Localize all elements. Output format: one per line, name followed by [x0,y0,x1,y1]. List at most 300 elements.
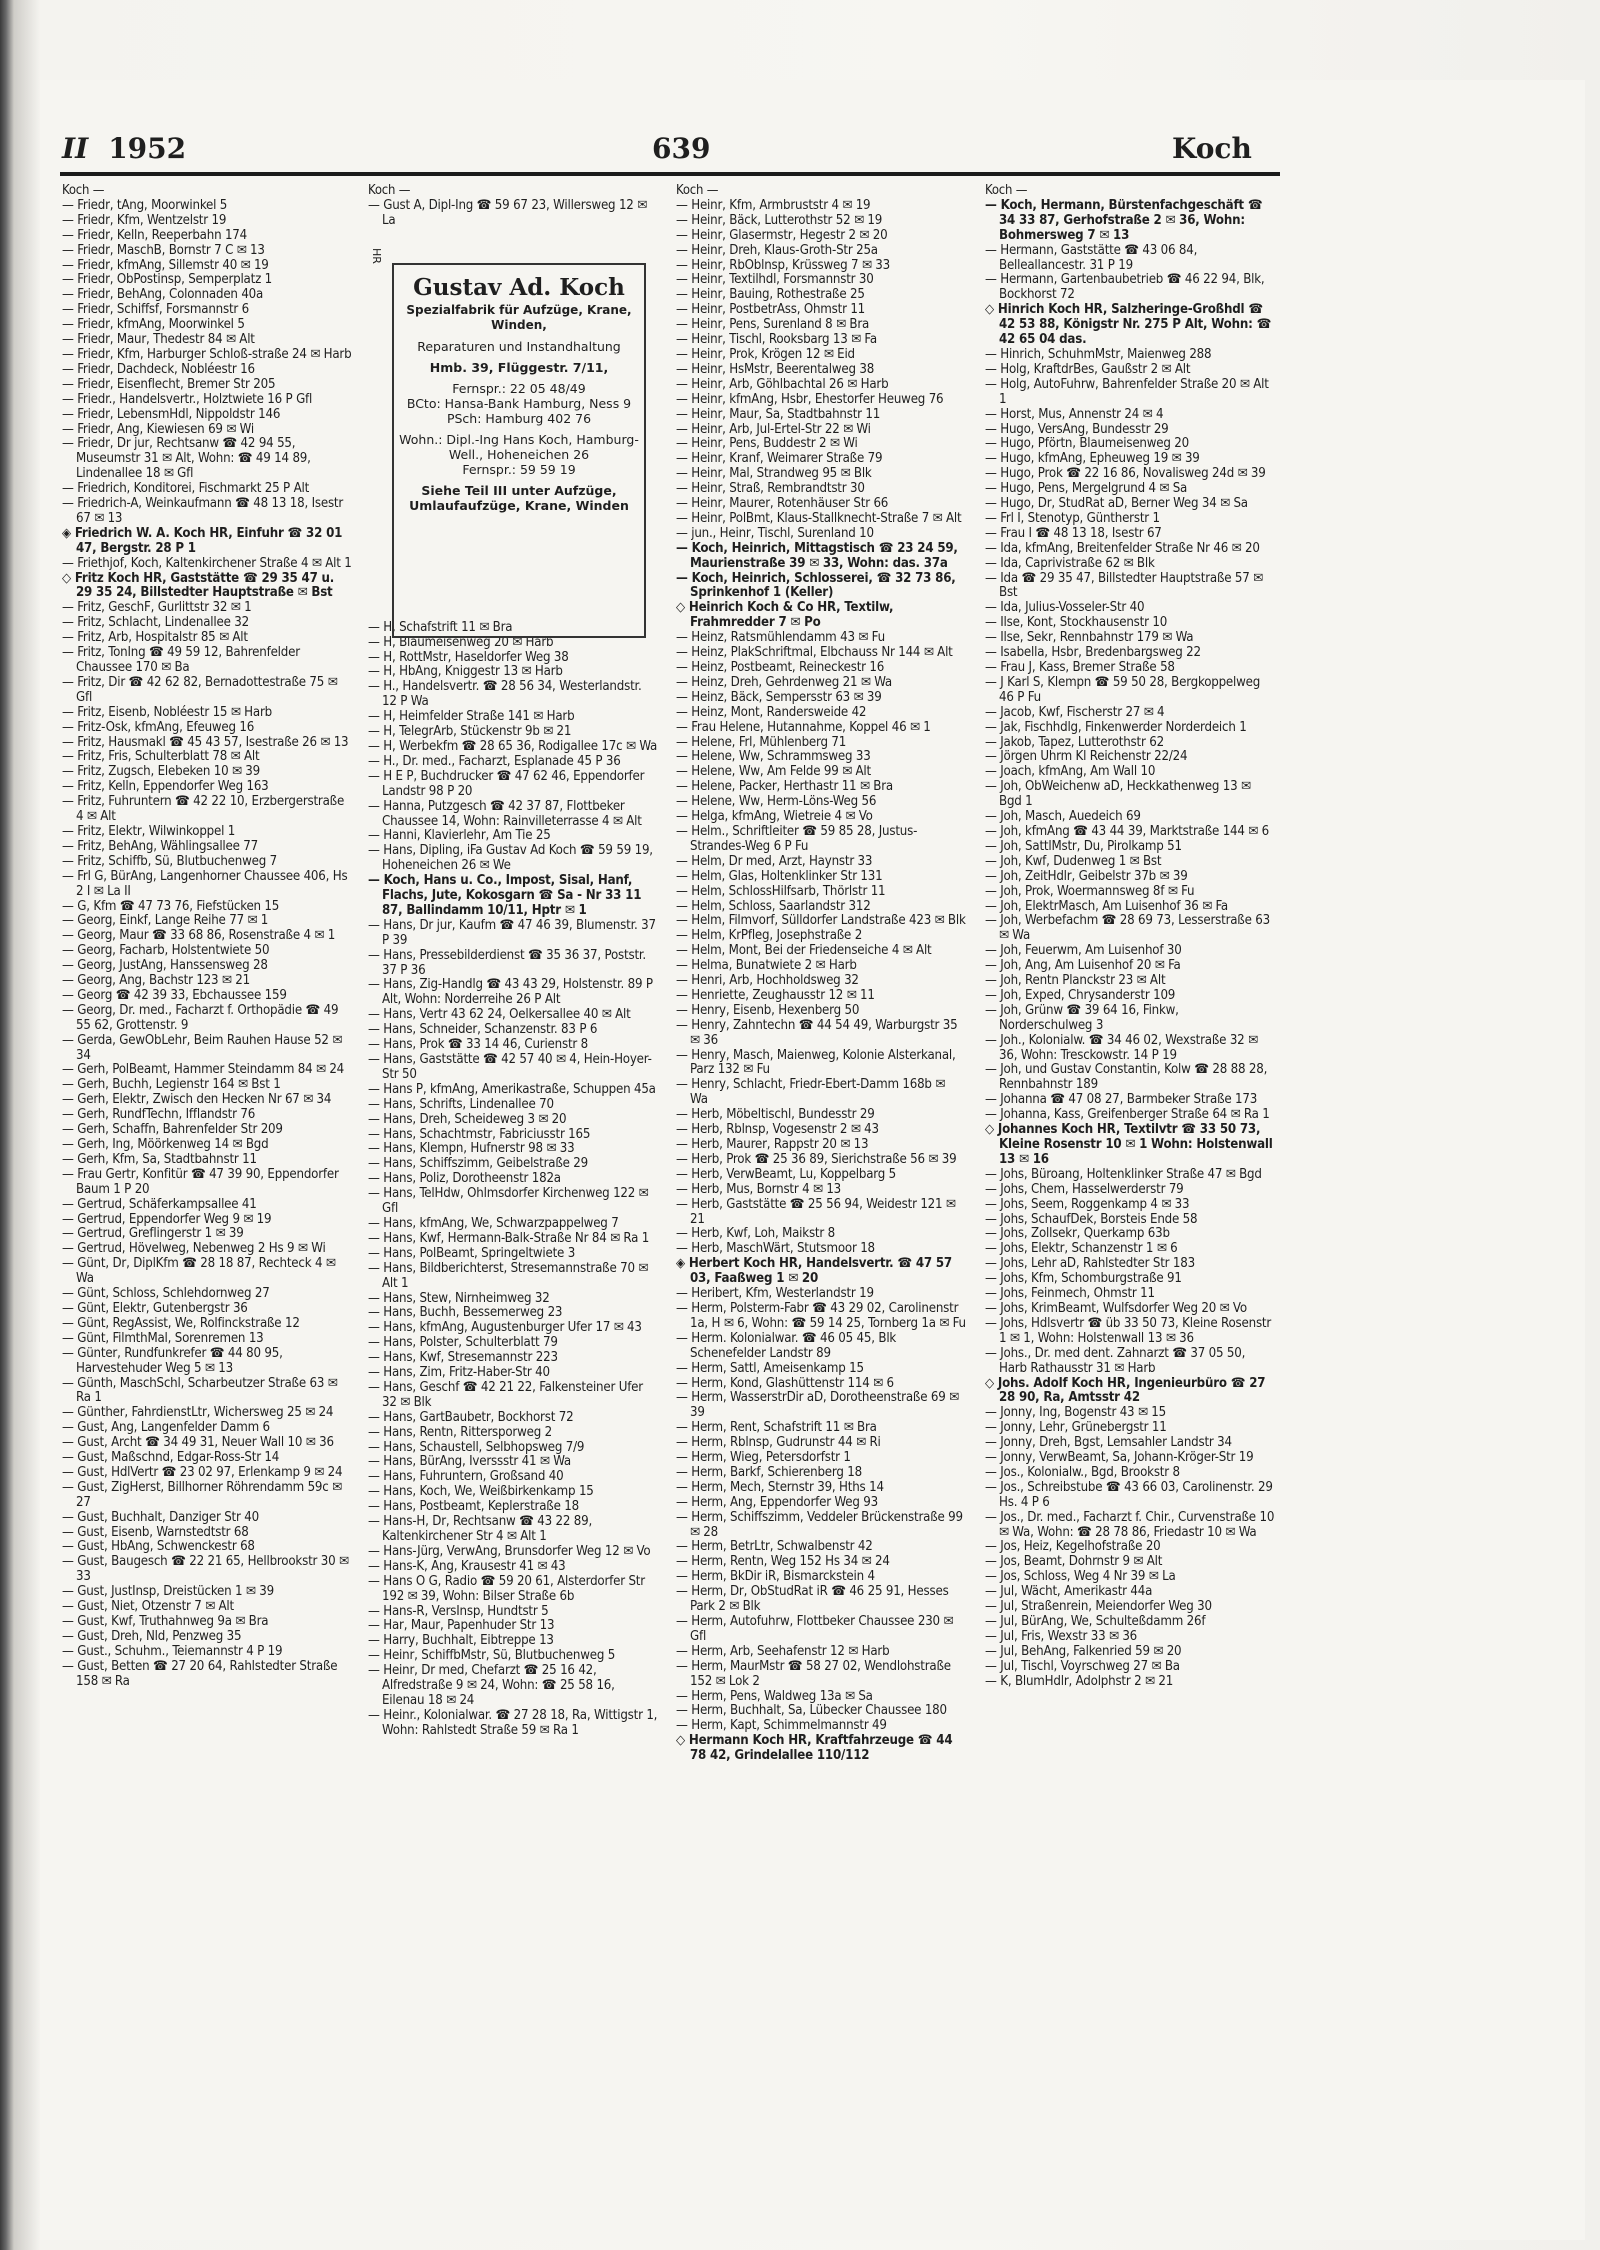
directory-entry: — Gerda, GewObLehr, Beim Rauhen Hause 52 ✉ 34 [62,1032,343,1063]
directory-entry: — Heinr, Dr med, Chefarzt ☎ 25 16 42, Alfredstraße 9 ✉ 24, Wohn: ☎ 25 58 16, Eilenau 18 ✉ 24 [368,1663,615,1708]
directory-entry: — Koch, Hans u. Co., Impost, Sisal, Hanf, Flachs, Jute, Kokosgarn ☎ Sa - Nr 33 11 87, Ballindamm 10/11, Hptr ✉ 1 [368,873,642,918]
directory-entry: — Jonny, Lehr, Grünebergstr 11 [985,1420,1167,1436]
directory-entry: — Hans, Rentn, Rittersporweg 2 [368,1424,552,1440]
ad-home: Wohn.: Dipl.-Ing Hans Koch, Hamburg-Well., Hoheneichen 26 [399,432,639,462]
directory-entry: — Gust, Maßschnd, Edgar-Ross-Str 14 [62,1450,280,1466]
directory-entry: — Gust, HbAng, Schwenckestr 68 [62,1539,255,1555]
directory-entry: — Jörgen Uhrm Kl Reichenstr 22/24 [985,749,1188,765]
directory-entry: — Jos., Dr. med., Facharzt f. Chir., Curvenstraße 10 ✉ Wa, Wohn: ☎ 28 78 86, Friedastr 10 ✉ Wa [985,1509,1275,1540]
directory-entry: — Gust, Kwf, Truthahnweg 9a ✉ Bra [62,1614,269,1629]
directory-entry: — Friedr, Kfm, Harburger Schloß-straße 24 ✉ Harb [62,346,352,362]
directory-entry: — Heinr, Bauing, Rothestraße 25 [676,287,865,303]
directory-entry: — Koch, Hermann, Bürstenfachgeschäft ☎ 34 33 87, Gerhofstraße 2 ✉ 36, Wohn: Bohmersweg 7 ✉ 13 [985,197,1263,243]
directory-entry: — Ilse, Sekr, Rennbahnstr 179 ✉ Wa [985,630,1194,646]
directory-entry: — Jul, Straßenrein, Meiendorfer Weg 30 [985,1599,1212,1615]
directory-entry: — Heinr, Bäck, Lutterothstr 52 ✉ 19 [676,212,883,228]
directory-entry: — Gerh, Elektr, Zwisch den Hecken Nr 67 ✉ 34 [62,1092,332,1108]
directory-entry: — Gust., Schuhm., Teiemannstr 4 P 19 [62,1643,283,1659]
directory-entry: — Helm, Schloss, Saarlandstr 312 [676,898,871,914]
directory-entry: — H, RottMstr, Haseldorfer Weg 38 [368,649,569,665]
directory-entry: — Joh, Kwf, Dudenweg 1 ✉ Bst [985,853,1162,869]
column-heading: Koch — [62,183,105,198]
directory-entry: — Hans O G, Radio ☎ 59 20 61, Alsterdorfer Str 192 ✉ 39, Wohn: Bilser Straße 6b [368,1573,645,1604]
directory-entry: — Herb, Mus, Bornstr 4 ✉ 13 [676,1181,842,1197]
directory-entry: — H, Heimfelder Straße 141 ✉ Harb [368,709,575,725]
directory-entry: — Hans, GartBaubetr, Bockhorst 72 [368,1409,574,1425]
directory-entry: — Johs, KrimBeamt, Wulfsdorfer Weg 20 ✉ Vo [985,1300,1247,1316]
directory-entry: — Hans, Polster, Schulterblatt 79 [368,1335,558,1351]
directory-entry: — Heinr, Maur, Sa, Stadtbahnstr 11 [676,406,881,422]
directory-entry: — Hugo, Prok ☎ 22 16 86, Novalisweg 24d ✉ 39 [985,466,1266,482]
directory-entry: — Hans, Poliz, Dorotheenstr 182a [368,1171,561,1187]
directory-entry: — Heinr, Straß, Rembrandtstr 30 [676,481,865,497]
directory-entry: — Friedr, BehAng, Colonnaden 40a [62,287,264,303]
directory-entry: — Hans, Kwf, Hermann-Balk-Straße Nr 84 ✉ Ra 1 [368,1230,650,1246]
directory-entry: — Hans, kfmAng, Augustenburger Ufer 17 ✉ 43 [368,1320,642,1336]
directory-entry: — Heinr, Mal, Strandweg 95 ✉ Blk [676,466,872,482]
directory-entry: — Hans-K, Ang, Krausestr 41 ✉ 43 [368,1558,566,1574]
directory-entry: ◇ Johannes Koch HR, Textilvtr ☎ 33 50 73, Kleine Rosenstr 10 ✉ 1 Wohn: Holstenwall 13 ✉ 16 [985,1122,1273,1167]
directory-entry: — Johs., Dr. med dent. Zahnarzt ☎ 37 05 50, Harb Rathausstr 31 ✉ Harb [985,1345,1246,1376]
directory-entry: — Heribert, Kfm, Westerlandstr 19 [676,1286,874,1302]
directory-entry: — Heinz, PlakSchriftmal, Elbchauss Nr 144 ✉ Alt [676,645,953,661]
directory-entry: — Hans, Zig-Handlg ☎ 43 43 29, Holstenstr. 89 P Alt, Wohn: Norderreihe 26 P Alt [368,977,653,1008]
directory-entry: — Hans, Postbeamt, Keplerstraße 18 [368,1499,579,1515]
directory-entry: ◈ Friedrich W. A. Koch HR, Einfuhr ☎ 32 01 47, Bergstr. 28 P 1 [62,525,343,556]
directory-entry: — Georg, Ang, Bachstr 123 ✉ 21 [62,973,250,989]
directory-entry: — Helm, Glas, Holtenklinker Str 131 [676,868,883,884]
ad-subtitle: Spezialfabrik für Aufzüge, Krane, Winden, [406,303,632,332]
directory-entry: — Heinr, kfmAng, Hsbr, Ehestorfer Heuweg 76 [676,391,944,407]
directory-entry: — Joh, kfmAng ☎ 43 44 39, Marktstraße 144 ✉ 6 [985,823,1269,839]
directory-entry: — Joh, Feuerwm, Am Luisenhof 30 [985,943,1182,959]
directory-entry: — Günt, Dr, DiplKfm ☎ 28 18 87, Rechteck 4 ✉ Wa [62,1256,336,1287]
header-page-number: 639 [652,132,711,165]
directory-entry: — Horst, Mus, Annenstr 24 ✉ 4 [985,406,1164,422]
directory-entry: — Jonny, Ing, Bogenstr 43 ✉ 15 [985,1405,1166,1421]
directory-entry: — Gerh, Kfm, Sa, Stadtbahnstr 11 [62,1151,257,1167]
directory-entry: — Friedr, Dr jur, Rechtsanw ☎ 42 94 55, Museumstr 31 ✉ Alt, Wohn: ☎ 49 14 89, Lindenallee 18 ✉ Gfl [62,436,311,482]
directory-entry: — Georg, Einkf, Lange Reihe 77 ✉ 1 [62,913,269,929]
directory-entry: — Heinr, HsMstr, Beerentalweg 38 [676,361,875,377]
directory-entry: — Gerh, Schaffn, Bahrenfelder Str 209 [62,1122,283,1138]
directory-entry: — Fritz, BehAng, Wählingsallee 77 [62,838,258,854]
directory-entry: — Fritz, Schiffb, Sü, Blutbuchenweg 7 [62,853,277,869]
directory-entry: — H, Blaumeisenweg 20 ✉ Harb [368,634,554,650]
directory-entry: — Günt, Schloss, Schlehdornweg 27 [62,1286,270,1302]
directory-entry: — Heinr, PolBmt, Klaus-Stallknecht-Straße 7 ✉ Alt [676,510,962,526]
directory-entry: — Ilse, Kont, Stockhausenstr 10 [985,615,1168,631]
directory-entry: — Jos, Schloss, Weg 4 Nr 39 ✉ La [985,1569,1176,1585]
directory-entry: — Joh, Prok, Woermannsweg 8f ✉ Fu [985,883,1195,899]
directory-entry: — Hans, Bildberichterst, Stresemannstraße 70 ✉ Alt 1 [368,1260,649,1291]
directory-entry: — Heinr, Arb, Göhlbachtal 26 ✉ Harb [676,376,889,392]
directory-entry: — Gust, JustInsp, Dreistücken 1 ✉ 39 [62,1584,274,1600]
ad-side-label: HR [370,248,383,264]
directory-entry: — Henry, Eisenb, Hexenberg 50 [676,1002,860,1018]
directory-entry: — Helm, SchlossHilfsarb, Thörlstr 11 [676,883,886,899]
directory-entry: — Fritz, Fuhruntern ☎ 42 22 10, Erzbergerstraße 4 ✉ Alt [62,794,345,825]
directory-entry: — Herb, Kwf, Loh, Maikstr 8 [676,1226,835,1242]
directory-entry: — Johanna ☎ 47 08 27, Barmbeker Straße 173 [985,1092,1258,1108]
ad-phone: Fernspr.: 22 05 48/49 [452,381,586,396]
directory-entry: — Günter, Rundfunkrefer ☎ 44 80 95, Harvestehuder Weg 5 ✉ 13 [62,1345,283,1376]
column-heading: Koch — [676,183,719,198]
directory-entry: — Hans, kfmAng, We, Schwarzpappelweg 7 [368,1215,619,1231]
directory-entry: — Jul, Wächt, Amerikastr 44a [985,1584,1153,1600]
directory-entry: — Frau Helene, Hutannahme, Koppel 46 ✉ 1 [676,719,931,735]
directory-entry: — G, Kfm ☎ 47 73 76, Fiefstücken 15 [62,898,280,914]
directory-entry: — Helm., Schriftleiter ☎ 59 85 28, Justus-Strandes-Weg 6 P Fu [676,823,918,854]
directory-entry: — Friedrich-A, Weinkaufmann ☎ 48 13 18, Isestr 67 ✉ 13 [62,496,344,526]
directory-entry: — Gust, Eisenb, Warnstedtstr 68 [62,1524,249,1540]
directory-entry: ◇ Fritz Koch HR, Gaststätte ☎ 29 35 47 u. 29 35 24, Billstedter Hauptstraße ✉ Bst [62,570,335,601]
directory-entry: — Friedr, kfmAng, Moorwinkel 5 [62,317,245,333]
column-heading: Koch — [368,183,411,198]
directory-entry: — K, BlumHdlr, Adolphstr 2 ✉ 21 [985,1673,1174,1689]
directory-entry: — Hans, Dipling, iFa Gustav Ad Koch ☎ 59 59 19, Hoheneichen 26 ✉ We [368,843,653,874]
directory-entry: — Herm, Dr, ObStudRat iR ☎ 46 25 91, Hesses Park 2 ✉ Blk [676,1584,949,1615]
directory-entry: — Heinr, Maurer, Rotenhäuser Str 66 [676,496,889,512]
directory-entry: — Herb, Rblnsp, Vogesenstr 2 ✉ 43 [676,1122,879,1138]
directory-entry: — Jul, Tischl, Voyrschweg 27 ✉ Ba [985,1658,1180,1674]
directory-entry: — Herb, Maurer, Rappstr 20 ✉ 13 [676,1137,869,1152]
directory-entry: — Hans, Schachtmstr, Fabriciusstr 165 [368,1126,591,1142]
directory-entry: — Hans, Pressebilderdienst ☎ 35 36 37, Poststr. 37 P 36 [368,947,646,978]
directory-entry: — Hans, Gaststätte ☎ 42 57 40 ✉ 4, Hein-Hoyer-Str 50 [368,1052,652,1082]
directory-entry: — Johanna, Kass, Greifenberger Straße 64 ✉ Ra 1 [985,1107,1270,1123]
directory-entry: — Joh, SattlMstr, Du, Pirolkamp 51 [985,838,1182,854]
directory-entry: — Hans, Vertr 43 62 24, Oelkersallee 40 ✉ Alt [368,1007,631,1023]
directory-entry: ◈ Herbert Koch HR, Handelsvertr. ☎ 47 57 03, Faaßweg 1 ✉ 20 [676,1256,952,1287]
directory-entry: — Hans, Dreh, Scheideweg 3 ✉ 20 [368,1111,567,1127]
advertisement-box [392,263,646,638]
directory-entry: — Herm, Kond, Glashüttenstr 114 ✉ 6 [676,1375,894,1391]
directory-entry: — Heinr, Kfm, Armbruststr 4 ✉ 19 [676,197,871,213]
directory-entry: — Heinr, Pens, Buddestr 2 ✉ Wi [676,436,858,452]
ad-note: Siehe Teil III unter Aufzüge, Umlaufaufzüge, Krane, Winden [409,483,629,513]
directory-entry: — Henri, Arb, Hochholdsweg 32 [676,973,859,989]
directory-entry: — Joh, Werbefachm ☎ 28 69 73, Lesserstraße 63 ✉ Wa [985,913,1270,944]
directory-entry: — Jak, Fischhdlg, Finkenwerder Norderdeich 1 [985,719,1247,735]
directory-entry: — Fritz, Dir ☎ 42 62 82, Bernadottestraße 75 ✉ Gfl [62,674,338,705]
header-rule [60,172,1280,176]
directory-entry: — Friedr, Ang, Kiewiesen 69 ✉ Wi [62,421,254,437]
directory-entry: — Johs, Seem, Roggenkamp 4 ✉ 33 [985,1196,1190,1212]
directory-entry: — Holg, KraftdrBes, Gaußstr 2 ✉ Alt [985,361,1191,377]
directory-entry: — Hugo, Pförtn, Blaumeisenweg 20 [985,436,1189,452]
directory-entry: — Herb, VerwBeamt, Lu, Koppelbarg 5 [676,1166,896,1182]
directory-entry: — Hermann, Gartenbaubetrieb ☎ 46 22 94, Blk, Bockhorst 72 [985,272,1265,303]
directory-entry: — Joh., Kolonialw. ☎ 34 46 02, Wexstraße 32 ✉ 36, Wohn: Tresckowstr. 14 P 19 [985,1032,1258,1063]
directory-entry: — Fritz, Arb, Hospitalstr 85 ✉ Alt [62,630,248,646]
directory-entry: — Hans, PolBeamt, Springeltwiete 3 [368,1245,576,1261]
directory-entry: — Hans-Jürg, VerwAng, Brunsdorfer Weg 12 ✉ Vo [368,1543,651,1559]
directory-entry: — Jacob, Kwf, Fischerstr 27 ✉ 4 [985,704,1165,720]
directory-entry: — Joh, Masch, Auedeich 69 [985,809,1141,825]
page-header [62,132,1262,172]
directory-entry: — Fritz, Schlacht, Lindenallee 32 [62,615,249,631]
directory-entry: — Herm, Pens, Waldweg 13a ✉ Sa [676,1688,873,1704]
directory-entry: — Koch, Heinrich, Schlosserei, ☎ 32 73 86, Sprinkenhof 1 (Keller) [676,570,956,601]
directory-entry: — Friedr, MaschB, Bornstr 7 C ✉ 13 [62,242,265,258]
ad-psch: PSch: Hamburg 402 76 [446,411,592,426]
directory-entry: — Herm, Mech, Sternstr 39, Hths 14 [676,1479,884,1495]
directory-entry: — Joh, ZeitHdlr, Geibelstr 37b ✉ 39 [985,868,1188,884]
directory-entry: — Friedr, Schiffsf, Forsmannstr 6 [62,302,249,318]
directory-entry: — Johs, Zollsekr, Querkamp 63b [985,1226,1170,1242]
directory-entry: — Johs, Büroang, Holtenklinker Straße 47 ✉ Bgd [985,1166,1262,1182]
directory-entry: — Heinr, Arb, Jul-Ertel-Str 22 ✉ Wi [676,421,871,437]
directory-entry: — Frau I ☎ 48 13 18, Isestr 67 [985,525,1162,541]
directory-entry: — Friedr, Kelln, Reeperbahn 174 [62,227,248,243]
directory-entry: — Gust A, Dipl-Ing ☎ 59 67 23, Willersweg 12 ✉ La [368,197,647,228]
directory-entry: — Herb, MaschWärt, Stutsmoor 18 [676,1241,875,1257]
directory-entry: — Günt, RegAssist, We, Rolfinckstraße 12 [62,1315,300,1331]
directory-entry: — Joh, Ang, Am Luisenhof 20 ✉ Fa [985,958,1181,974]
directory-entry: — Heinr, Textilhdl, Forsmannstr 30 [676,272,874,288]
directory-entry: — Joh, Rentn Planckstr 23 ✉ Alt [985,973,1166,989]
directory-entry: — Hans, Klempn, Hufnerstr 98 ✉ 33 [368,1141,575,1157]
directory-entry: — Georg, JustAng, Hanssensweg 28 [62,958,268,974]
directory-entry: — Holg, AutoFuhrw, Bahrenfelder Straße 20 ✉ Alt 1 [985,376,1269,407]
directory-entry: — Ida ☎ 29 35 47, Billstedter Hauptstraße 57 ✉ Bst [985,570,1263,601]
directory-entry: — Harry, Buchhalt, Eibtreppe 13 [368,1633,554,1649]
directory-entry: ◇ Heinrich Koch & Co HR, Textilw, Frahmredder 7 ✉ Po [676,600,894,631]
directory-entry: — Heinr, RbOblnsp, Krüssweg 7 ✉ 33 [676,257,890,273]
directory-entry: — Helga, kfmAng, Wietreie 4 ✉ Vo [676,809,873,825]
directory-entry: — Herm. Kolonialwar. ☎ 46 05 45, Blk Schenefelder Landstr 89 [676,1330,897,1361]
directory-entry: — Gust, Dreh, Nld, Penzweg 35 [62,1628,242,1644]
directory-entry: — Isabella, Hsbr, Bredenbargsweg 22 [985,645,1201,661]
directory-entry: — Fritz, GeschF, Gurlittstr 32 ✉ 1 [62,600,252,616]
directory-entry: — Henry, Zahntechn ☎ 44 54 49, Warburgstr 35 ✉ 36 [676,1017,958,1048]
directory-entry: — Gust, Niet, Otzenstr 7 ✉ Alt [62,1599,234,1615]
directory-entry: — Herm, WasserstrDir aD, Dorotheenstraße 69 ✉ 39 [676,1390,959,1421]
directory-entry: — Hans, Schiffszimm, Geibelstraße 29 [368,1156,588,1172]
directory-entry: — H, Werbekfm ☎ 28 65 36, Rodigallee 17c ✉ Wa [368,738,658,754]
directory-entry: — Gust, Betten ☎ 27 20 64, Rahlstedter Straße 158 ✉ Ra [62,1658,338,1689]
directory-entry: — H., Dr. med., Facharzt, Esplanade 45 P 36 [368,753,621,769]
directory-entry: — Frau J, Kass, Bremer Straße 58 [985,660,1175,675]
directory-entry: ◇ Johs. Adolf Koch HR, Ingenieurbüro ☎ 27 28 90, Ra, Amtsstr 42 [985,1375,1266,1406]
ad-services: Reparaturen und Instandhaltung [417,339,621,354]
directory-entry: — Gust, HdlVertr ☎ 23 02 97, Erlenkamp 9 ✉ 24 [62,1464,343,1480]
directory-entry: — Johs, Feinmech, Ohmstr 11 [985,1286,1155,1302]
header-keyword: Koch [1172,132,1252,165]
header-volume-year: II 1952 [62,132,187,165]
directory-entry: — H, Schafstrift 11 ✉ Bra [368,619,513,635]
directory-entry: — Günt, FilmthMal, Sorenremen 13 [62,1330,264,1346]
directory-entry: — Herm, Rblnsp, Gudrunstr 44 ✉ Ri [676,1435,881,1451]
directory-entry: — H, TelegrArb, Stückenstr 9b ✉ 21 [368,724,572,740]
directory-entry: — Herm, BkDir iR, Bismarckstein 4 [676,1569,875,1585]
directory-entry: ◇ Hinrich Koch HR, Salzheringe-Großhdl ☎ 42 53 88, Königstr Nr. 275 P Alt, Wohn: ☎ 42 65 04 das. [985,302,1272,348]
directory-entry: — Hans, Schaustell, Selbhopsweg 7/9 [368,1439,585,1455]
directory-entry: — Friedr, ObPostinsp, Semperplatz 1 [62,272,273,288]
directory-entry: — Henry, Schlacht, Friedr-Ebert-Damm 168b ✉ Wa [676,1077,946,1108]
column-1 [62,184,352,1690]
directory-entry: — Joh, ElektrMasch, Am Luisenhof 36 ✉ Fa [985,898,1229,914]
directory-entry: — Fritz, Eisenb, Nobléestr 15 ✉ Harb [62,704,272,720]
directory-entry: — Joh, Grünw ☎ 39 64 16, Finkw, Norderschulweg 3 [985,1002,1179,1033]
directory-entry: — Jonny, Dreh, Bgst, Lemsahler Landstr 34 [985,1435,1232,1451]
directory-entry: — Joh, Exped, Chrysanderstr 109 [985,987,1176,1003]
directory-entry: — Hugo, Dr, StudRat aD, Berner Weg 34 ✉ Sa [985,496,1248,512]
directory-entry: — Herm, Sattl, Ameisenkamp 15 [676,1360,864,1376]
directory-entry: — Heinz, Postbeamt, Reineckestr 16 [676,660,885,675]
directory-entry: — Hans, Dr jur, Kaufm ☎ 47 46 39, Blumenstr. 37 P 39 [368,917,656,948]
directory-entry: — Jakob, Tapez, Lutterothstr 62 [985,734,1164,750]
directory-entry: — Hans, Schrifts, Lindenallee 70 [368,1096,554,1112]
directory-entry: — Fritz-Osk, kfmAng, Efeuweg 16 [62,719,255,735]
directory-entry: — Hans P, kfmAng, Amerikastraße, Schuppen 45a [368,1081,656,1097]
directory-entry: — Johs, Lehr aD, Rahlstedter Str 183 [985,1256,1195,1272]
directory-entry: — Frau Gertr, Konfitür ☎ 47 39 90, Eppendorfer Baum 1 P 20 [62,1166,339,1197]
directory-entry: — Helm, Dr med, Arzt, Haynstr 33 [676,853,873,869]
directory-entry: — Georg, Facharb, Holstentwiete 50 [62,943,270,959]
directory-entry: — Heinr, Dreh, Klaus-Groth-Str 25a [676,242,878,258]
directory-entry: — Friedr, Maur, Thedestr 84 ✉ Alt [62,332,255,348]
directory-entry: — Heinz, Bäck, Sempersstr 63 ✉ 39 [676,689,882,705]
directory-entry: — Heinr, Glasermstr, Hegestr 2 ✉ 20 [676,227,888,243]
directory-entry: — Georg, Maur ☎ 33 68 86, Rosenstraße 4 ✉ 1 [62,928,336,944]
directory-entry: — Hinrich, SchuhmMstr, Maienweg 288 [985,346,1212,362]
directory-entry: — Herm, Polsterm-Fabr ☎ 43 29 02, Carolinenstr 1a, H ✉ 6, Wohn: ☎ 59 14 25, Tornberg 1a ✉ Fu [676,1300,966,1331]
directory-entry: — Gust, Buchhalt, Danziger Str 40 [62,1509,259,1525]
directory-entry: — Herm, MaurMstr ☎ 58 27 02, Wendlohstraße 152 ✉ Lok 2 [676,1658,951,1689]
directory-entry: — Friethjof, Koch, Kaltenkirchener Straße 4 ✉ Alt 1 [62,555,352,571]
directory-entry: — Günth, MaschSchl, Scharbeutzer Straße 63 ✉ Ra 1 [62,1375,338,1406]
directory-entry: — Helm, Filmvorf, Sülldorfer Landstraße 423 ✉ Blk [676,913,966,929]
directory-entry: — Gertrud, Schäferkampsallee 41 [62,1196,257,1212]
directory-entry: — Joh, und Gustav Constantin, Kolw ☎ 28 88 28, Rennbahnstr 189 [985,1062,1268,1093]
directory-entry: — Ida, Julius-Vosseler-Str 40 [985,600,1145,616]
directory-entry: — Joach, kfmAng, Am Wall 10 [985,764,1156,780]
directory-entry: — Herm, Arb, Seehafenstr 12 ✉ Harb [676,1643,890,1659]
directory-entry: — Johs, Hdlsvertr ☎ üb 33 50 73, Kleine Rosenstr 1 ✉ 1, Wohn: Holstenwall 13 ✉ 36 [985,1315,1272,1346]
directory-entry: — Henriette, Zeughausstr 12 ✉ 11 [676,987,875,1003]
directory-entry: — Hans, Stew, Nirnheimweg 32 [368,1290,550,1306]
directory-entry: ◇ Hermann Koch HR, Kraftfahrzeuge ☎ 44 78 42, Grindelallee 110/112 [676,1733,953,1764]
directory-entry: — Herm, Kapt, Schimmelmannstr 49 [676,1718,887,1734]
directory-entry: — Herm, Buchhalt, Sa, Lübecker Chaussee 180 [676,1703,947,1719]
directory-entry: — Heinz, Ratsmühlendamm 43 ✉ Fu [676,630,885,646]
directory-entry: — Johs, Kfm, Schomburgstraße 91 [985,1271,1182,1287]
directory-entry: — Helma, Bunatwiete 2 ✉ Harb [676,958,857,974]
directory-entry: — Hans-H, Dr, Rechtsanw ☎ 43 22 89, Kaltenkirchener Str 4 ✉ Alt 1 [368,1514,593,1544]
directory-entry: — Helene, Packer, Herthastr 11 ✉ Bra [676,779,893,795]
directory-entry: — Fritz, Zugsch, Elebeken 10 ✉ 39 [62,764,261,780]
directory-entry: — Herm, Rent, Schafstrift 11 ✉ Bra [676,1420,877,1436]
directory-entry: — Hans, Kwf, Stresemannstr 223 [368,1350,558,1366]
directory-entry: — Joh, ObWeichenw aD, Heckkathenweg 13 ✉ Bgd 1 [985,779,1251,810]
ad-bcto: BCto: Hansa-Bank Hamburg, Ness 9 [406,396,632,411]
directory-entry: — Hans, Buchh, Bessemerweg 23 [368,1305,563,1321]
directory-entry: — Gust, Ang, Langenfelder Damm 6 [62,1420,270,1436]
directory-entry: — Har, Maur, Papenhuder Str 13 [368,1618,555,1634]
directory-entry: — Johs, Chem, Hasselwerderstr 79 [985,1181,1184,1197]
directory-entry: — H., Handelsvertr. ☎ 28 56 34, Westerlandstr. 12 P Wa [368,679,642,710]
directory-entry: — Gertrud, Greflingerstr 1 ✉ 39 [62,1226,244,1242]
directory-entry: — Heinz, Dreh, Gehrdenweg 21 ✉ Wa [676,674,892,690]
directory-entry: — Gerh, PolBeamt, Hammer Steindamm 84 ✉ 24 [62,1062,345,1078]
directory-entry: — H E P, Buchdrucker ☎ 47 62 46, Eppendorfer Landstr 98 P 20 [368,768,645,799]
directory-entry: — Jos, Heiz, Kegelhofstraße 20 [985,1539,1161,1555]
directory-entry: — Gerh, Buchh, Legienstr 164 ✉ Bst 1 [62,1077,281,1093]
directory-entry: — Gertrud, Hövelweg, Nebenweg 2 Hs 9 ✉ Wi [62,1241,326,1257]
directory-entry: — Hugo, VersAng, Bundesstr 29 [985,421,1169,437]
directory-entry: — Friedr, LebensmHdl, Nippoldstr 146 [62,406,281,422]
directory-entry: — Jos, Beamt, Dohrnstr 9 ✉ Alt [985,1554,1163,1570]
directory-entry: — Fritz, Kelln, Eppendorfer Weg 163 [62,779,269,795]
column-3 [676,184,966,1764]
directory-entry: — Herb, Prok ☎ 25 36 89, Sierichstraße 56 ✉ 39 [676,1151,957,1167]
directory-entry: — Ida, Caprivistraße 62 ✉ Blk [985,555,1155,571]
directory-entry: — Hanni, Klavierlehr, Am Tie 25 [368,828,551,844]
directory-entry: — Heinz, Mont, Randersweide 42 [676,704,867,720]
directory-entry: — Hans, Zim, Fritz-Haber-Str 40 [368,1365,550,1381]
directory-entry: — Helene, Ww, Schrammsweg 33 [676,749,871,765]
directory-entry: — Jonny, VerwBeamt, Sa, Johann-Kröger-Str 19 [985,1450,1254,1466]
directory-entry: — Hans-R, VersInsp, Hundtstr 5 [368,1603,549,1619]
directory-entry: — Günt, Elektr, Gutenbergstr 36 [62,1300,248,1316]
directory-entry: — Jos., Kolonialw., Bgd, Brookstr 8 [985,1464,1180,1480]
directory-entry: — Jul, BürAng, We, Schulteßdamm 26f [985,1614,1206,1629]
directory-entry: — Heinr, Prok, Krögen 12 ✉ Eid [676,346,855,362]
directory-entry: — Fritz, Hausmakl ☎ 45 43 57, Isestraße 26 ✉ 13 [62,734,349,750]
directory-entry: — Gerh, RundfTechn, Ifflandstr 76 [62,1107,256,1123]
directory-entry: — Fritz, Fris, Schulterblatt 78 ✉ Alt [62,749,260,765]
directory-entry: — Jul, Fris, Wexstr 33 ✉ 36 [985,1628,1138,1644]
directory-entry: — J Karl S, Klempn ☎ 59 50 28, Bergkoppelweg 46 P Fu [985,674,1261,705]
directory-entry: — Friedr, Dachdeck, Nobléestr 16 [62,361,255,377]
directory-entry: — Helm, Mont, Bei der Friedenseiche 4 ✉ Alt [676,943,932,959]
directory-entry: — Jos., Schreibstube ☎ 43 66 03, Carolinenstr. 29 Hs. 4 P 6 [985,1479,1273,1510]
directory-entry: — Helene, Ww, Am Felde 99 ✉ Alt [676,764,871,780]
directory-entry: — Hans, BürAng, Iverssstr 41 ✉ Wa [368,1454,571,1470]
directory-entry: — Herm, Ang, Eppendorfer Weg 93 [676,1494,878,1510]
directory-entry: — Heinr, Tischl, Rooksbarg 13 ✉ Fa [676,332,877,348]
directory-entry: — Heinr, SchiffbMstr, Sü, Blutbuchenweg 5 [368,1648,616,1664]
directory-entry: — Friedr, Eisenflecht, Bremer Str 205 [62,376,276,392]
directory-entry: — Jul, BehAng, Falkenried 59 ✉ 20 [985,1643,1182,1659]
directory-entry: — Ida, kfmAng, Breitenfelder Straße Nr 46 ✉ 20 [985,540,1260,556]
directory-entry: — Herm, BetrLtr, Schwalbenstr 42 [676,1539,873,1555]
directory-entry: — Hans, Schneider, Schanzenstr. 83 P 6 [368,1022,598,1038]
directory-entry: — Herb, Gaststätte ☎ 25 56 94, Weidestr 121 ✉ 21 [676,1196,956,1227]
directory-entry: — Helene, Frl, Mühlenberg 71 [676,734,847,750]
directory-entry: — Heinr, PostbetrAss, Ohmstr 11 [676,302,866,318]
directory-entry: — Hanna, Putzgesch ☎ 42 37 87, Flottbeker Chaussee 14, Wohn: Rainvilleterrasse 4 ✉ Alt [368,798,642,829]
directory-entry: — Hans, Fuhruntern, Großsand 40 [368,1469,564,1485]
directory-entry: — Herm, Wieg, Petersdorfstr 1 [676,1450,851,1466]
directory-entry: — H, HbAng, Kniggestr 13 ✉ Harb [368,664,563,680]
directory-entry: — Gerh, Ing, Möörkenweg 14 ✉ Bgd [62,1137,269,1152]
column-heading: Koch — [985,183,1028,198]
ad-home-phone: Fernspr.: 59 59 19 [462,462,576,477]
directory-entry: — Friedr, Kfm, Wentzelstr 19 [62,212,227,228]
directory-entry: — Herm, Rentn, Weg 152 Hs 34 ✉ 24 [676,1554,890,1570]
directory-entry: — Gust, Archt ☎ 34 49 31, Neuer Wall 10 ✉ 36 [62,1435,334,1451]
directory-entry: — Hans, Geschf ☎ 42 21 22, Falkensteiner Ufer 32 ✉ Blk [368,1379,643,1410]
directory-entry: — Hans, Koch, We, Weißbirkenkamp 15 [368,1484,594,1500]
directory-entry: — Gust, ZigHerst, Billhorner Röhrendamm 59c ✉ 27 [62,1479,342,1510]
directory-entry: — Koch, Heinrich, Mittagstisch ☎ 23 24 59, Maurienstraße 39 ✉ 33, Wohn: das. 37a [676,540,958,571]
column-4 [985,184,1275,1690]
directory-entry: — Heinr., Kolonialwar. ☎ 27 28 18, Ra, Wittigstr 1, Wohn: Rahlstedt Straße 59 ✉ Ra 1 [368,1707,658,1738]
directory-entry: — Georg, Dr. med., Facharzt f. Orthopädie ☎ 49 55 62, Grottenstr. 9 [62,1002,339,1033]
